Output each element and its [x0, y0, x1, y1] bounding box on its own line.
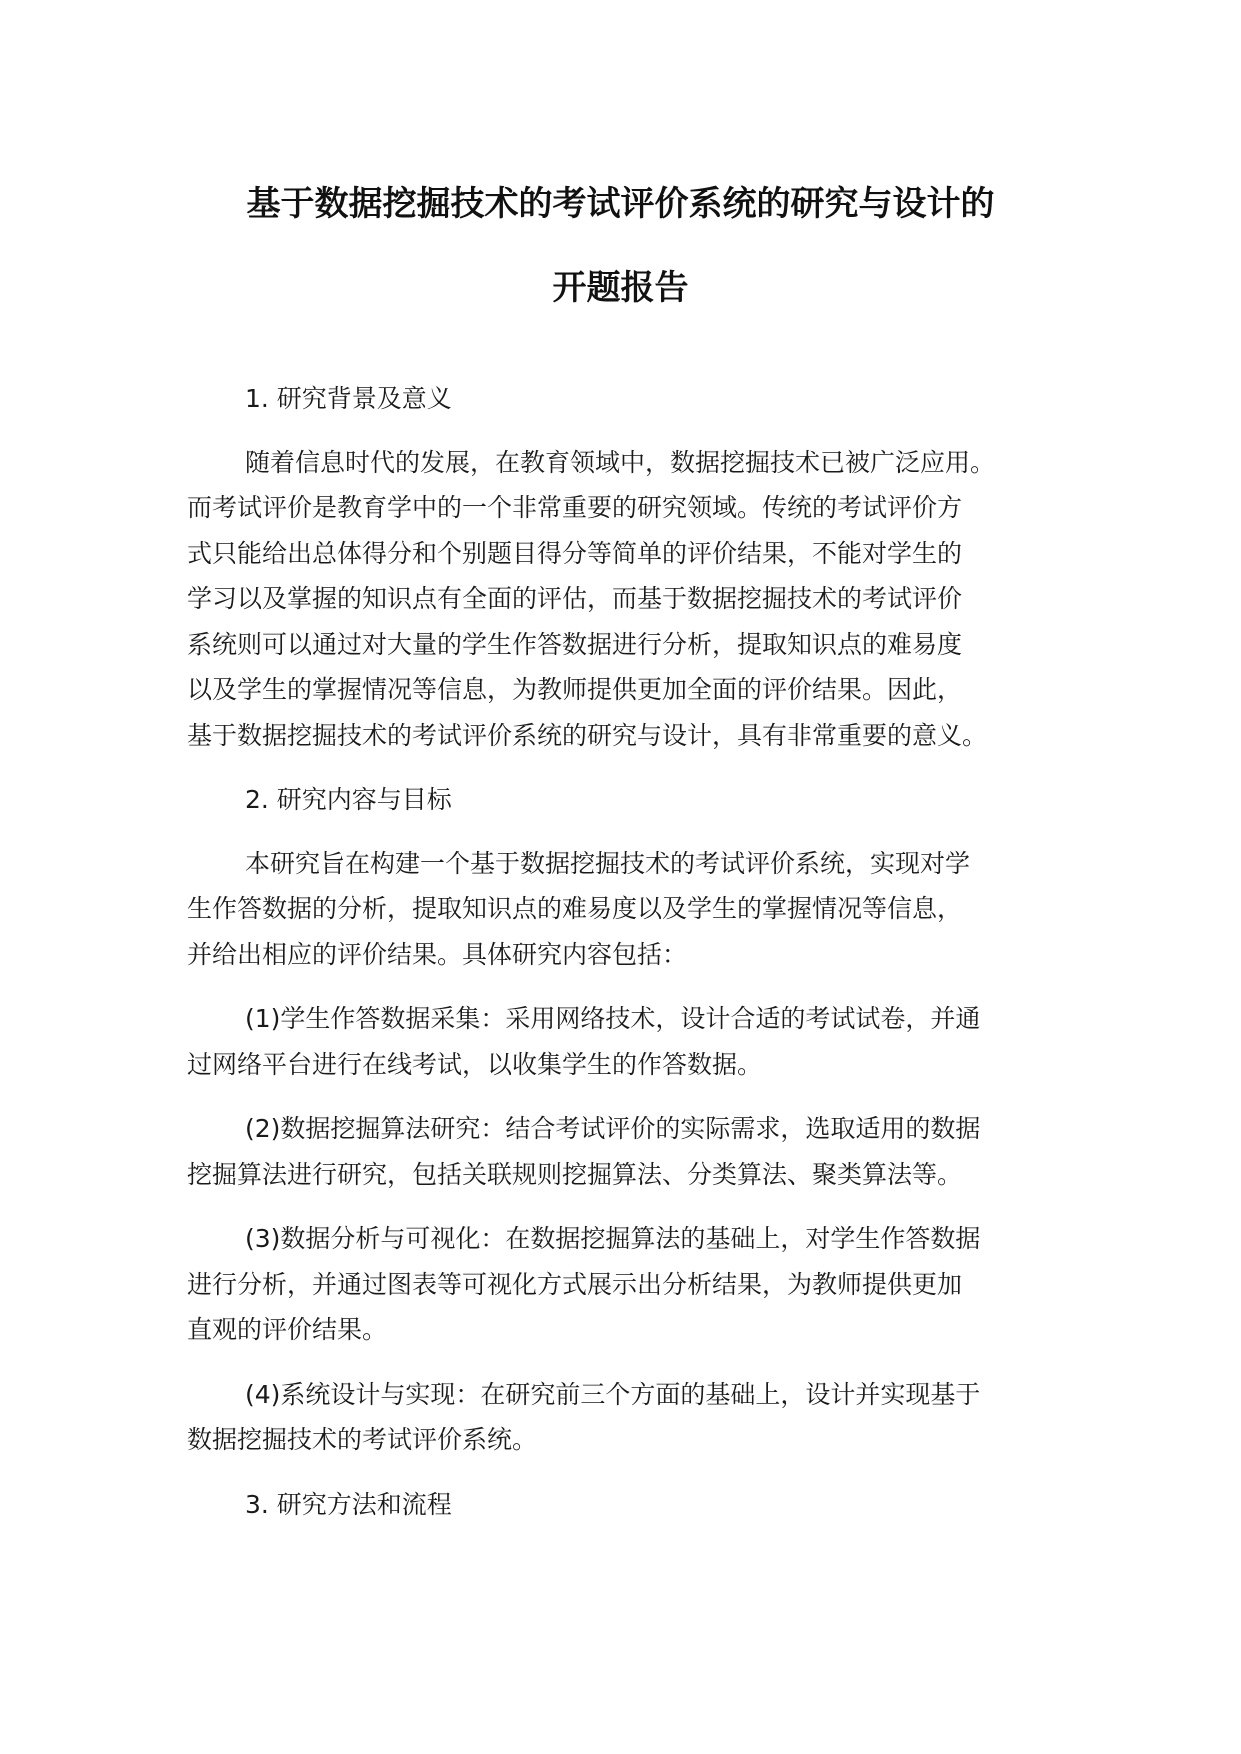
- section-heading: 1. 研究背景及意义: [245, 384, 452, 413]
- paragraph: [187, 996, 1087, 1087]
- text-line: 本研究旨在构建一个基于数据挖掘技术的考试评价系统，实现对学: [245, 848, 971, 878]
- section-heading: 2. 研究内容与目标: [245, 785, 452, 814]
- document-title-line-2: 开题报告: [552, 268, 689, 308]
- text-line: 数据挖掘技术的考试评价系统。: [187, 1425, 538, 1454]
- text-line: 进行分析，并通过图表等可视化方式展示出分析结果，为教师提供更加: [187, 1269, 963, 1299]
- document-title-line-1: 基于数据挖掘技术的考试评价系统的研究与设计的: [246, 184, 995, 224]
- paragraph: [187, 841, 1087, 978]
- text-line: 随着信息时代的发展，在教育领域中，数据挖掘技术已被广泛应用。: [245, 447, 996, 477]
- paragraph: [187, 440, 1087, 759]
- text-line: 学习以及掌握的知识点有全面的评估，而基于数据挖掘技术的考试评价: [187, 584, 963, 613]
- document-body: [187, 376, 1087, 1545]
- text-line: 挖掘算法进行研究，包括关联规则挖掘算法、分类算法、聚类算法等。: [187, 1159, 963, 1189]
- text-line: 直观的评价结果。: [187, 1315, 388, 1344]
- text-line: 以及学生的掌握情况等信息，为教师提供更加全面的评价结果。因此，: [187, 675, 963, 704]
- text-line: 过网络平台进行在线考试，以收集学生的作答数据。: [187, 1049, 763, 1079]
- text-line: (4)系统设计与实现：在研究前三个方面的基础上，设计并实现基于: [245, 1379, 981, 1409]
- text-line: (2)数据挖掘算法研究：结合考试评价的实际需求，选取适用的数据: [245, 1114, 981, 1143]
- text-line: 并给出相应的评价结果。具体研究内容包括：: [187, 939, 688, 969]
- text-line: (3)数据分析与可视化：在数据挖掘算法的基础上，对学生作答数据: [245, 1224, 981, 1253]
- text-line: 生作答数据的分析，提取知识点的难易度以及学生的掌握情况等信息，: [187, 894, 963, 923]
- section-heading: 3. 研究方法和流程: [245, 1489, 452, 1519]
- paragraph: [187, 1216, 1087, 1353]
- paragraph: [187, 1106, 1087, 1197]
- text-line: 基于数据挖掘技术的考试评价系统的研究与设计，具有非常重要的意义。: [187, 720, 988, 750]
- text-line: 系统则可以通过对大量的学生作答数据进行分析，提取知识点的难易度: [187, 629, 963, 659]
- paragraph: [187, 1372, 1087, 1463]
- text-line: 而考试评价是教育学中的一个非常重要的研究领域。传统的考试评价方: [187, 493, 963, 522]
- text-line: 式只能给出总体得分和个别题目得分等简单的评价结果，不能对学生的: [187, 538, 963, 568]
- text-line: (1)学生作答数据采集：采用网络技术，设计合适的考试试卷，并通: [245, 1004, 981, 1033]
